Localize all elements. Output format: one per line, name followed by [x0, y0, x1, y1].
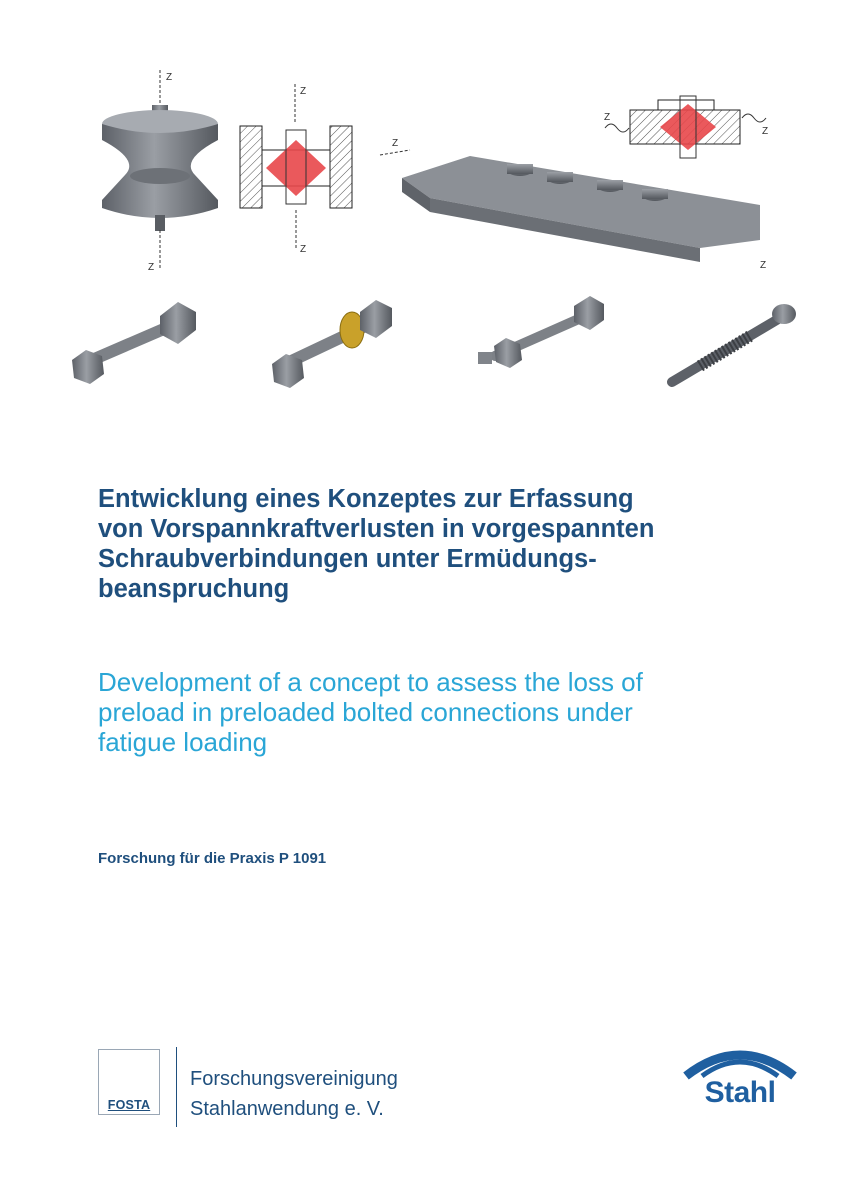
z-axis-label-section-bottom: Z: [300, 244, 307, 255]
stahl-logo: [680, 1040, 800, 1120]
publisher-name: [190, 1064, 398, 1124]
z-axis-label-section-top: Z: [300, 86, 307, 97]
bolt-long-figure: [478, 296, 604, 368]
title-english-line: preload in preloaded bolted connections under: [98, 697, 633, 727]
z-axis-label-top: Z: [166, 72, 173, 83]
specimen-cylinder-figure: [102, 70, 218, 273]
z-axis-label-bottom: Z: [148, 262, 155, 273]
z-axis-label-plate-start: Z: [392, 138, 399, 149]
title-german-line: Entwicklung eines Konzeptes zur Erfassung: [98, 485, 634, 513]
title-english-line: Development of a concept to assess the loss of: [98, 667, 643, 697]
title-german-line: Schraubverbindungen unter Ermüdungs-: [98, 545, 597, 573]
bolt-threaded-figure: [672, 304, 796, 382]
series-label: Forschung für die Praxis P 1091: [98, 850, 327, 867]
title-german-line: beanspruchung: [98, 575, 290, 603]
bolt-washer-figure: [272, 300, 392, 388]
fosta-logo: [98, 1049, 160, 1115]
title-german-line: von Vorspannkraftverlusten in vorgespannten: [98, 515, 655, 543]
publisher-name-line: Stahlanwendung e. V.: [190, 1098, 384, 1120]
title-english: [98, 667, 798, 757]
cover-illustrations: [0, 0, 846, 420]
z-axis-label-plate-right: Z: [762, 126, 769, 137]
section-view-left: [240, 84, 352, 255]
title-german: [98, 484, 798, 604]
publisher-name-line: Forschungsvereinigung: [190, 1068, 398, 1090]
z-axis-label-plate-left: Z: [604, 112, 611, 123]
bolt-hex-figure: [72, 302, 196, 384]
z-axis-label-plate-end: Z: [760, 260, 767, 271]
plate-connection-figure: [380, 138, 766, 271]
section-view-right: [604, 96, 768, 158]
fosta-logo-text: FOSTA: [107, 1098, 151, 1112]
publisher-divider: [176, 1047, 177, 1127]
stahl-logo-text: Stahl: [704, 1076, 776, 1109]
title-english-line: fatigue loading: [98, 727, 268, 757]
stahl-arc-icon: [680, 1040, 800, 1080]
